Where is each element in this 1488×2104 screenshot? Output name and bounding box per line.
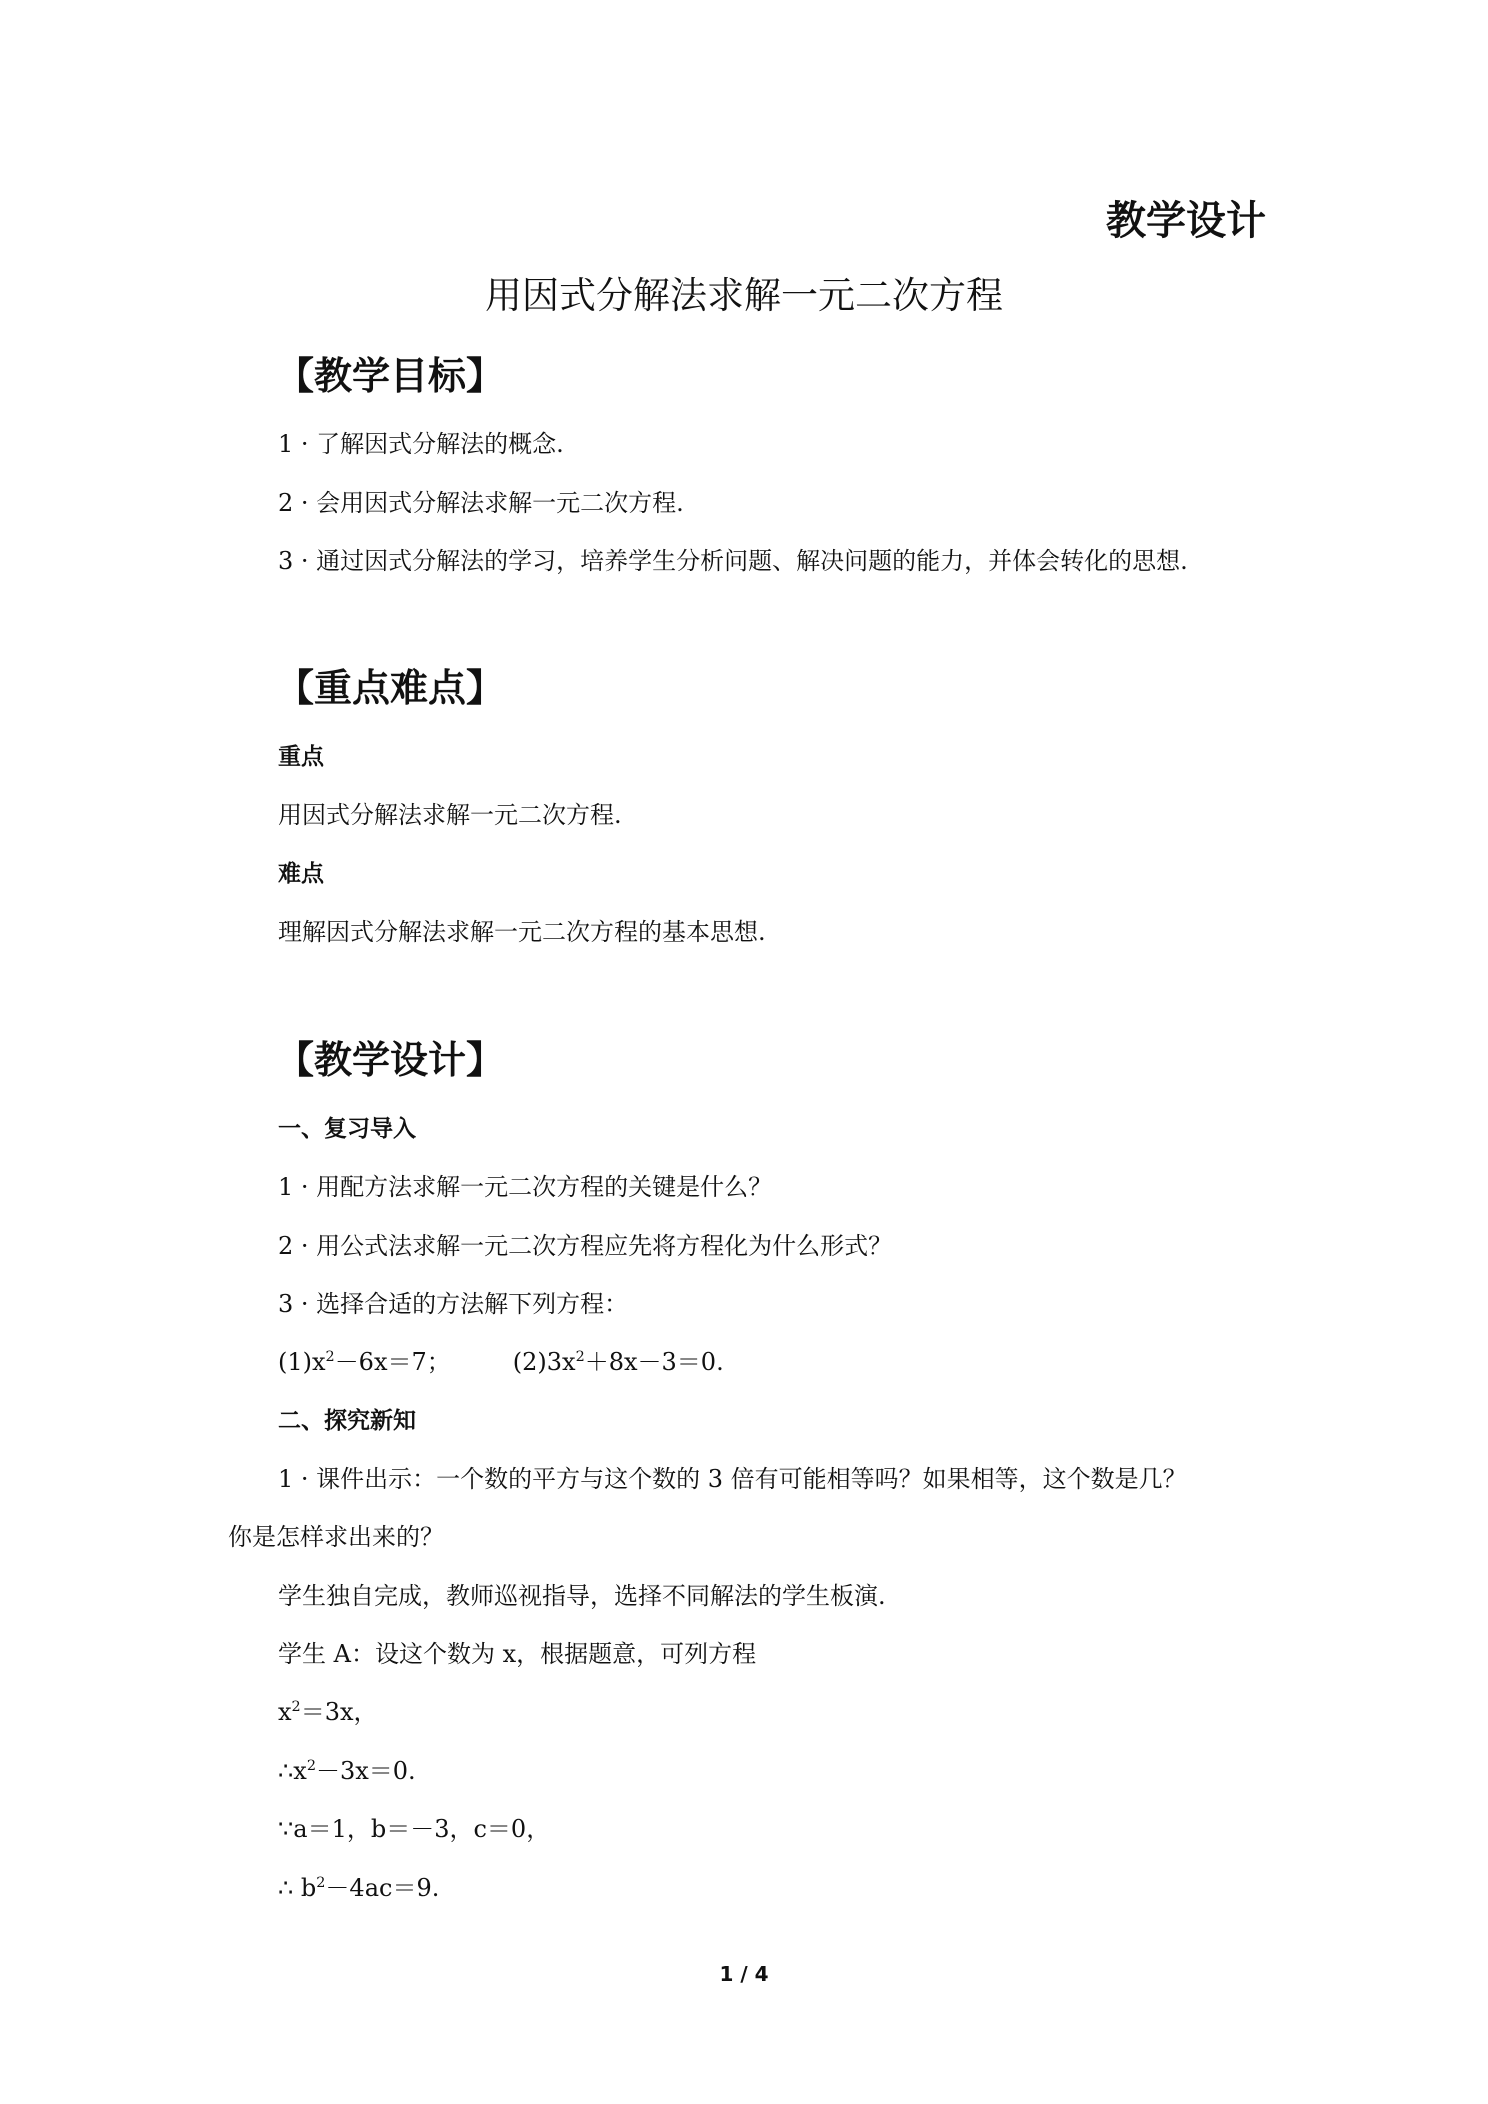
section-heading-design: 【教学设计】 [276,1038,505,1082]
review-question-3: 3 · 选择合适的方法解下列方程： [278,1290,629,1318]
review-equations [278,1346,724,1378]
part-label-review: 一、复习导入 [278,1116,416,1142]
goal-item-1: 1 · 了解因式分解法的概念. [278,430,564,458]
equation-1: $(1)x^2-6x=7$； [278,1348,451,1376]
difficulty-text: 理解因式分解法求解一元二次方程的基本思想. [278,918,766,946]
review-question-2: 2 · 用公式法求解一元二次方程应先将方程化为什么形式？ [278,1232,893,1260]
difficulty-label: 难点 [278,861,324,887]
key-point-text: 用因式分解法求解一元二次方程. [278,801,622,829]
page-number: 1 / 4 [719,1962,769,1986]
document-title: 用因式分解法求解一元二次方程 [485,274,1003,317]
explore-paragraph-1-line-1: 1 · 课件出示：一个数的平方与这个数的 3 倍有可能相等吗？如果相等，这个数是几？ [278,1465,1187,1493]
explore-paragraph-2: 学生独自完成，教师巡视指导，选择不同解法的学生板演. [278,1582,886,1610]
math-step-4: ∴ $b^2-4ac=9$. [278,1874,440,1902]
goal-item-3: 3 · 通过因式分解法的学习，培养学生分析问题、解决问题的能力，并体会转化的思想. [278,547,1188,575]
math-step-2: $\therefore x^2-3x=0$. [278,1757,416,1785]
part-label-explore: 二、探究新知 [278,1408,416,1434]
key-point-label: 重点 [278,744,324,770]
explore-paragraph-3: 学生 A：设这个数为 x，根据题意，可列方程 [278,1640,757,1668]
math-step-3: ∵a＝1，b＝－3，c＝0， [278,1815,551,1843]
equation-2: $(2)3x^2+8x-3=0$. [512,1348,724,1376]
math-step-1: $x^2=3x$， [278,1698,378,1726]
section-heading-key-points: 【重点难点】 [276,666,505,710]
review-question-1: 1 · 用配方法求解一元二次方程的关键是什么？ [278,1173,773,1201]
document-type-label: 教学设计 [1106,198,1266,244]
goal-item-2: 2 · 会用因式分解法求解一元二次方程. [278,489,684,517]
explore-paragraph-1-line-2: 你是怎样求出来的？ [228,1523,444,1551]
section-heading-goals: 【教学目标】 [276,354,505,398]
